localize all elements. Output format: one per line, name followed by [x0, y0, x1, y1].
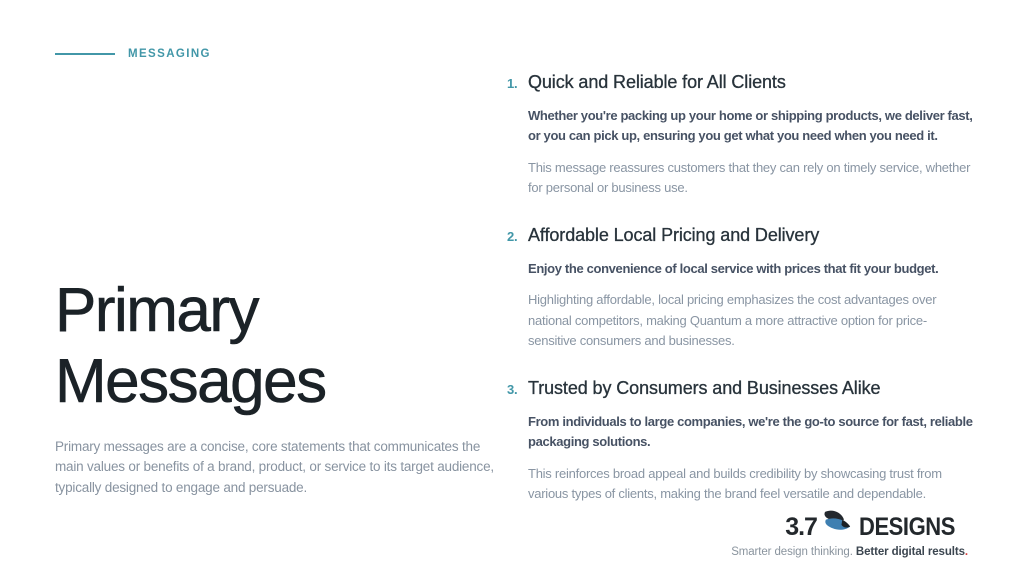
- item-title: Trusted by Consumers and Businesses Alike: [528, 378, 881, 399]
- item-bold-text: Whether you're packing up your home or shipping products, we deliver fast, or you can pick up, ensuring you get what you need when you need it.: [528, 108, 973, 144]
- item-number: 2.: [507, 229, 518, 245]
- section-eyebrow: [55, 48, 211, 60]
- section-label: MESSAGING: [128, 48, 211, 60]
- tagline-period: .: [964, 546, 968, 558]
- page-title: [55, 276, 505, 417]
- item-bold-text: From individuals to large companies, we're the go-to source for fast, reliable packaging solutions.: [528, 414, 973, 450]
- logo-suffix: DESIGNS: [858, 513, 955, 541]
- item-body-text: This reinforces broad appeal and builds credibility by showcasing trust from various types of clients, making the brand feel versatile and dependable.: [528, 465, 942, 501]
- message-item-3: [507, 378, 975, 504]
- eyebrow-line: [55, 53, 115, 55]
- footer-brand: [731, 513, 968, 558]
- item-bold-text: Enjoy the convenience of local service with prices that fit your budget.: [528, 261, 939, 277]
- item-title: Quick and Reliable for All Clients: [528, 72, 786, 92]
- logo-prefix: 3.7: [785, 513, 817, 541]
- item-number: 3.: [507, 382, 518, 398]
- message-item-2: [507, 225, 975, 351]
- tagline: [731, 546, 968, 558]
- title-description: Primary messages are a concise, core statements that communicates the main values or benefits of a brand, product, or service to its target audience, typically designed to engage and persuade.: [55, 439, 494, 495]
- item-title: Affordable Local Pricing and Delivery: [528, 225, 820, 246]
- item-content: [528, 72, 975, 198]
- item-content: [528, 378, 975, 504]
- messages-list: [507, 72, 975, 531]
- tagline-bold: Better digital results: [855, 546, 965, 558]
- title-block: [55, 276, 505, 498]
- page-title-line1: Primary: [55, 276, 259, 345]
- item-body-text: This message reassures customers that they can rely on timely service, whether for personal or business use.: [528, 159, 971, 195]
- item-number: 1.: [507, 76, 518, 91]
- page-title-line2: Messages: [55, 346, 326, 416]
- message-item-1: [507, 72, 975, 198]
- butterfly-icon: [819, 509, 857, 539]
- item-content: [528, 225, 975, 351]
- logo: [731, 513, 968, 542]
- item-body-text: Highlighting affordable, local pricing emphasizes the cost advantages over national competitors, making Quantum a more attractive option for price-sensitive consumers and businesses.: [528, 292, 937, 348]
- tagline-regular: Smarter design thinking.: [731, 546, 856, 558]
